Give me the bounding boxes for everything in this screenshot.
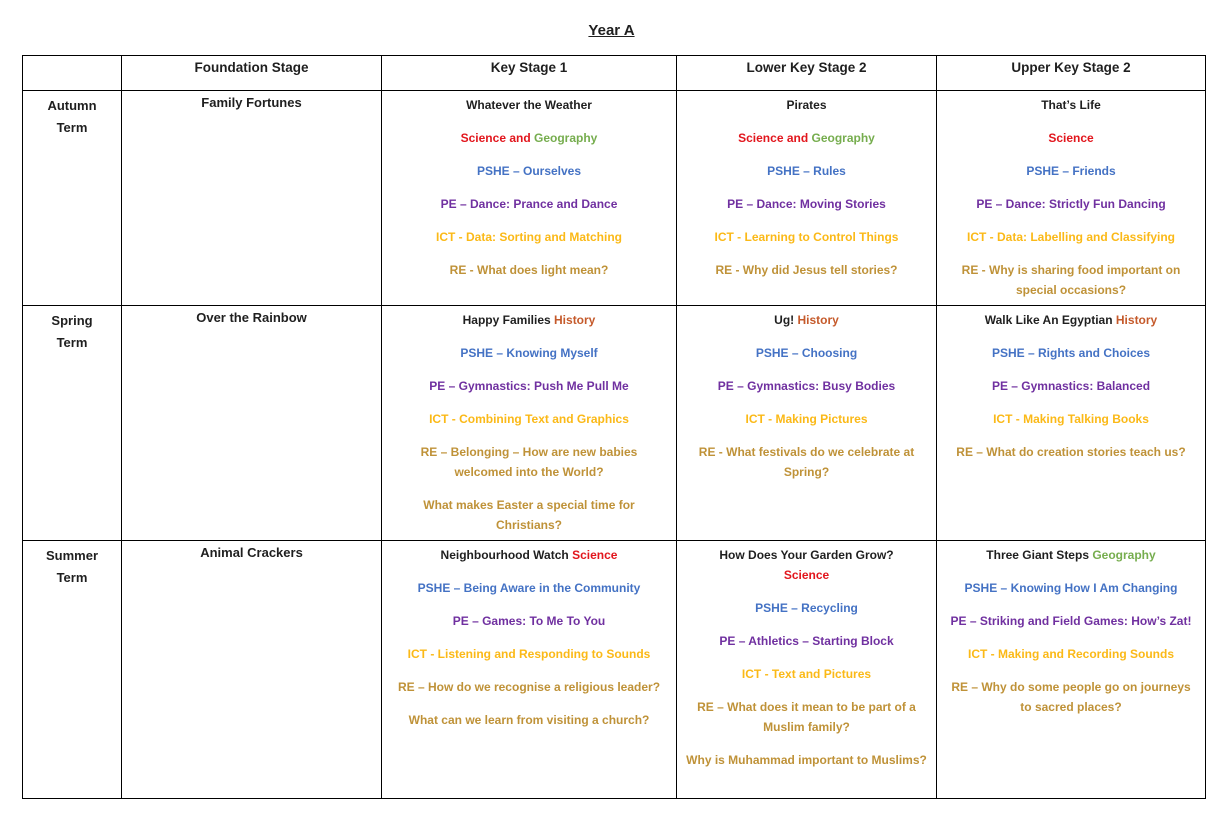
curriculum-item bbox=[945, 161, 1197, 181]
cell-autumn-key-stage-1 bbox=[382, 91, 677, 306]
text-segment: PSHE – Ourselves bbox=[476, 164, 582, 178]
curriculum-item bbox=[390, 677, 668, 697]
text-segment: Neighbourhood Watch bbox=[440, 548, 573, 562]
table-row-spring bbox=[23, 306, 1206, 541]
text-segment: ICT - Text and Pictures bbox=[741, 667, 872, 681]
text-segment: ICT - Making and Recording Sounds bbox=[967, 647, 1174, 661]
curriculum-item bbox=[685, 598, 928, 618]
curriculum-item bbox=[945, 194, 1197, 214]
term-label: Autumn Term bbox=[47, 98, 97, 135]
text-segment: Geography bbox=[534, 131, 598, 145]
text-segment: Why is Muhammad important to Muslims? bbox=[686, 753, 927, 767]
foundation-topic-title: Family Fortunes bbox=[201, 95, 302, 110]
term-label: Spring Term bbox=[51, 313, 93, 350]
curriculum-table bbox=[22, 55, 1206, 799]
curriculum-item bbox=[945, 95, 1197, 115]
curriculum-item bbox=[685, 343, 928, 363]
term-cell-autumn bbox=[23, 91, 122, 306]
text-segment: PSHE – Choosing bbox=[755, 346, 858, 360]
page-title: Year A bbox=[588, 22, 635, 39]
text-segment: PE – Dance: Prance and Dance bbox=[440, 197, 618, 211]
text-segment: RE - Why did Jesus tell stories? bbox=[715, 263, 898, 277]
curriculum-item bbox=[390, 227, 668, 247]
text-segment: PSHE – Knowing Myself bbox=[460, 346, 598, 360]
curriculum-item bbox=[685, 310, 928, 330]
text-segment: History bbox=[554, 313, 596, 327]
text-segment: How Does Your Garden Grow? bbox=[719, 548, 894, 562]
column-header-lower-key-stage-2: Lower Key Stage 2 bbox=[677, 56, 937, 91]
text-segment: PSHE – Knowing How I Am Changing bbox=[964, 581, 1178, 595]
curriculum-item bbox=[945, 677, 1197, 717]
text-segment: PE – Gymnastics: Busy Bodies bbox=[717, 379, 896, 393]
cell-spring-key-stage-1 bbox=[382, 306, 677, 541]
text-segment: PE – Games: To Me To You bbox=[452, 614, 606, 628]
curriculum-item bbox=[390, 644, 668, 664]
text-segment: Pirates bbox=[786, 98, 827, 112]
curriculum-item bbox=[390, 260, 668, 280]
text-segment: ICT - Learning to Control Things bbox=[714, 230, 899, 244]
text-segment: Science bbox=[1048, 131, 1094, 145]
foundation-cell-spring bbox=[122, 306, 382, 541]
curriculum-item bbox=[390, 578, 668, 598]
curriculum-item bbox=[685, 128, 928, 148]
text-segment: PSHE – Rules bbox=[767, 164, 846, 178]
curriculum-item bbox=[685, 631, 928, 651]
curriculum-item bbox=[390, 95, 668, 115]
text-segment: RE - Why is sharing food important on special occasions? bbox=[961, 263, 1181, 297]
curriculum-item bbox=[685, 750, 928, 770]
text-segment: ICT - Data: Sorting and Matching bbox=[436, 230, 622, 244]
cell-autumn-lower-key-stage-2 bbox=[677, 91, 937, 306]
text-segment: RE - What festivals do we celebrate at Spring? bbox=[698, 445, 915, 479]
curriculum-item bbox=[945, 644, 1197, 664]
cell-summer-upper-key-stage-2 bbox=[937, 541, 1206, 799]
text-segment: ICT - Making Talking Books bbox=[993, 412, 1149, 426]
text-segment: RE – How do we recognise a religious leader? bbox=[397, 680, 661, 694]
curriculum-item bbox=[945, 128, 1197, 148]
cell-summer-lower-key-stage-2 bbox=[677, 541, 937, 799]
table-row-autumn bbox=[23, 91, 1206, 306]
curriculum-item bbox=[945, 409, 1197, 429]
foundation-cell-summer bbox=[122, 541, 382, 799]
column-header-upper-key-stage-2: Upper Key Stage 2 bbox=[937, 56, 1206, 91]
curriculum-item bbox=[685, 442, 928, 482]
text-segment: ICT - Listening and Responding to Sounds bbox=[407, 647, 651, 661]
text-segment: Happy Families bbox=[462, 313, 555, 327]
table-row-summer bbox=[23, 541, 1206, 799]
curriculum-item bbox=[945, 310, 1197, 330]
text-segment: RE – What does it mean to be part of a Muslim family? bbox=[697, 700, 916, 734]
text-segment: Science and bbox=[738, 131, 812, 145]
curriculum-item bbox=[390, 409, 668, 429]
curriculum-item bbox=[685, 161, 928, 181]
curriculum-item bbox=[685, 260, 928, 280]
text-segment: ICT - Making Pictures bbox=[745, 412, 868, 426]
curriculum-item bbox=[945, 227, 1197, 247]
text-segment: That’s Life bbox=[1041, 98, 1101, 112]
curriculum-item bbox=[685, 409, 928, 429]
text-segment: PE – Athletics – Starting Block bbox=[719, 634, 894, 648]
text-segment: Three Giant Steps bbox=[986, 548, 1093, 562]
text-segment: ICT - Combining Text and Graphics bbox=[429, 412, 629, 426]
curriculum-item bbox=[685, 545, 928, 585]
text-segment: Science bbox=[572, 548, 618, 562]
cell-spring-upper-key-stage-2 bbox=[937, 306, 1206, 541]
term-cell-spring bbox=[23, 306, 122, 541]
curriculum-item bbox=[390, 128, 668, 148]
curriculum-item bbox=[390, 495, 668, 535]
curriculum-item bbox=[390, 442, 668, 482]
text-segment: PE – Gymnastics: Push Me Pull Me bbox=[429, 379, 629, 393]
column-header-key-stage-1: Key Stage 1 bbox=[382, 56, 677, 91]
header-row bbox=[23, 56, 1206, 91]
text-segment: RE – Why do some people go on journeys to sacred places? bbox=[951, 680, 1191, 714]
column-header-blank bbox=[23, 56, 122, 91]
text-segment: History bbox=[1115, 313, 1158, 327]
curriculum-item bbox=[945, 343, 1197, 363]
text-segment: PE – Gymnastics: Balanced bbox=[991, 379, 1151, 393]
curriculum-item bbox=[390, 194, 668, 214]
text-segment: Geography bbox=[811, 131, 875, 145]
text-segment: History bbox=[797, 313, 839, 327]
text-segment: PE – Striking and Field Games: How’s Zat! bbox=[950, 614, 1192, 628]
curriculum-item bbox=[685, 95, 928, 115]
text-segment: PSHE – Friends bbox=[1026, 164, 1116, 178]
curriculum-item bbox=[945, 442, 1197, 462]
curriculum-item bbox=[390, 611, 668, 631]
text-segment: Whatever the Weather bbox=[466, 98, 592, 112]
curriculum-item bbox=[685, 664, 928, 684]
text-segment: Walk Like An Egyptian bbox=[984, 313, 1116, 327]
curriculum-item bbox=[945, 611, 1197, 631]
cell-summer-key-stage-1 bbox=[382, 541, 677, 799]
curriculum-item bbox=[945, 376, 1197, 396]
table-body bbox=[23, 91, 1206, 799]
term-cell-summer bbox=[23, 541, 122, 799]
foundation-cell-autumn bbox=[122, 91, 382, 306]
text-segment: Science and bbox=[460, 131, 534, 145]
foundation-topic-title: Over the Rainbow bbox=[196, 310, 307, 325]
text-segment: RE – What do creation stories teach us? bbox=[956, 445, 1186, 459]
curriculum-item bbox=[390, 343, 668, 363]
text-segment: PSHE – Rights and Choices bbox=[991, 346, 1151, 360]
column-header-foundation-stage: Foundation Stage bbox=[122, 56, 382, 91]
curriculum-item bbox=[390, 376, 668, 396]
curriculum-item bbox=[390, 161, 668, 181]
curriculum-item bbox=[685, 376, 928, 396]
text-segment: Science bbox=[783, 568, 830, 582]
text-segment: PSHE – Being Aware in the Community bbox=[417, 581, 641, 595]
curriculum-item bbox=[390, 310, 668, 330]
term-label: Summer Term bbox=[45, 548, 99, 585]
curriculum-item bbox=[945, 260, 1197, 300]
text-segment: Geography bbox=[1092, 548, 1156, 562]
curriculum-item bbox=[390, 545, 668, 565]
text-segment: PE – Dance: Moving Stories bbox=[727, 197, 886, 211]
text-segment: PSHE – Recycling bbox=[755, 601, 858, 615]
foundation-topic-title: Animal Crackers bbox=[200, 545, 303, 560]
curriculum-item bbox=[685, 697, 928, 737]
curriculum-item bbox=[390, 710, 668, 730]
text-segment: What makes Easter a special time for Christians? bbox=[423, 498, 635, 532]
text-segment: ICT - Data: Labelling and Classifying bbox=[966, 230, 1176, 244]
text-segment: What can we learn from visiting a church? bbox=[408, 713, 650, 727]
curriculum-item bbox=[685, 227, 928, 247]
text-segment: RE – Belonging – How are new babies welcomed into the World? bbox=[420, 445, 638, 479]
text-segment: PE – Dance: Strictly Fun Dancing bbox=[976, 197, 1166, 211]
curriculum-item bbox=[945, 578, 1197, 598]
cell-spring-lower-key-stage-2 bbox=[677, 306, 937, 541]
curriculum-item bbox=[685, 194, 928, 214]
text-segment: Ug! bbox=[774, 313, 798, 327]
curriculum-item bbox=[945, 545, 1197, 565]
cell-autumn-upper-key-stage-2 bbox=[937, 91, 1206, 306]
text-segment: RE - What does light mean? bbox=[449, 263, 609, 277]
